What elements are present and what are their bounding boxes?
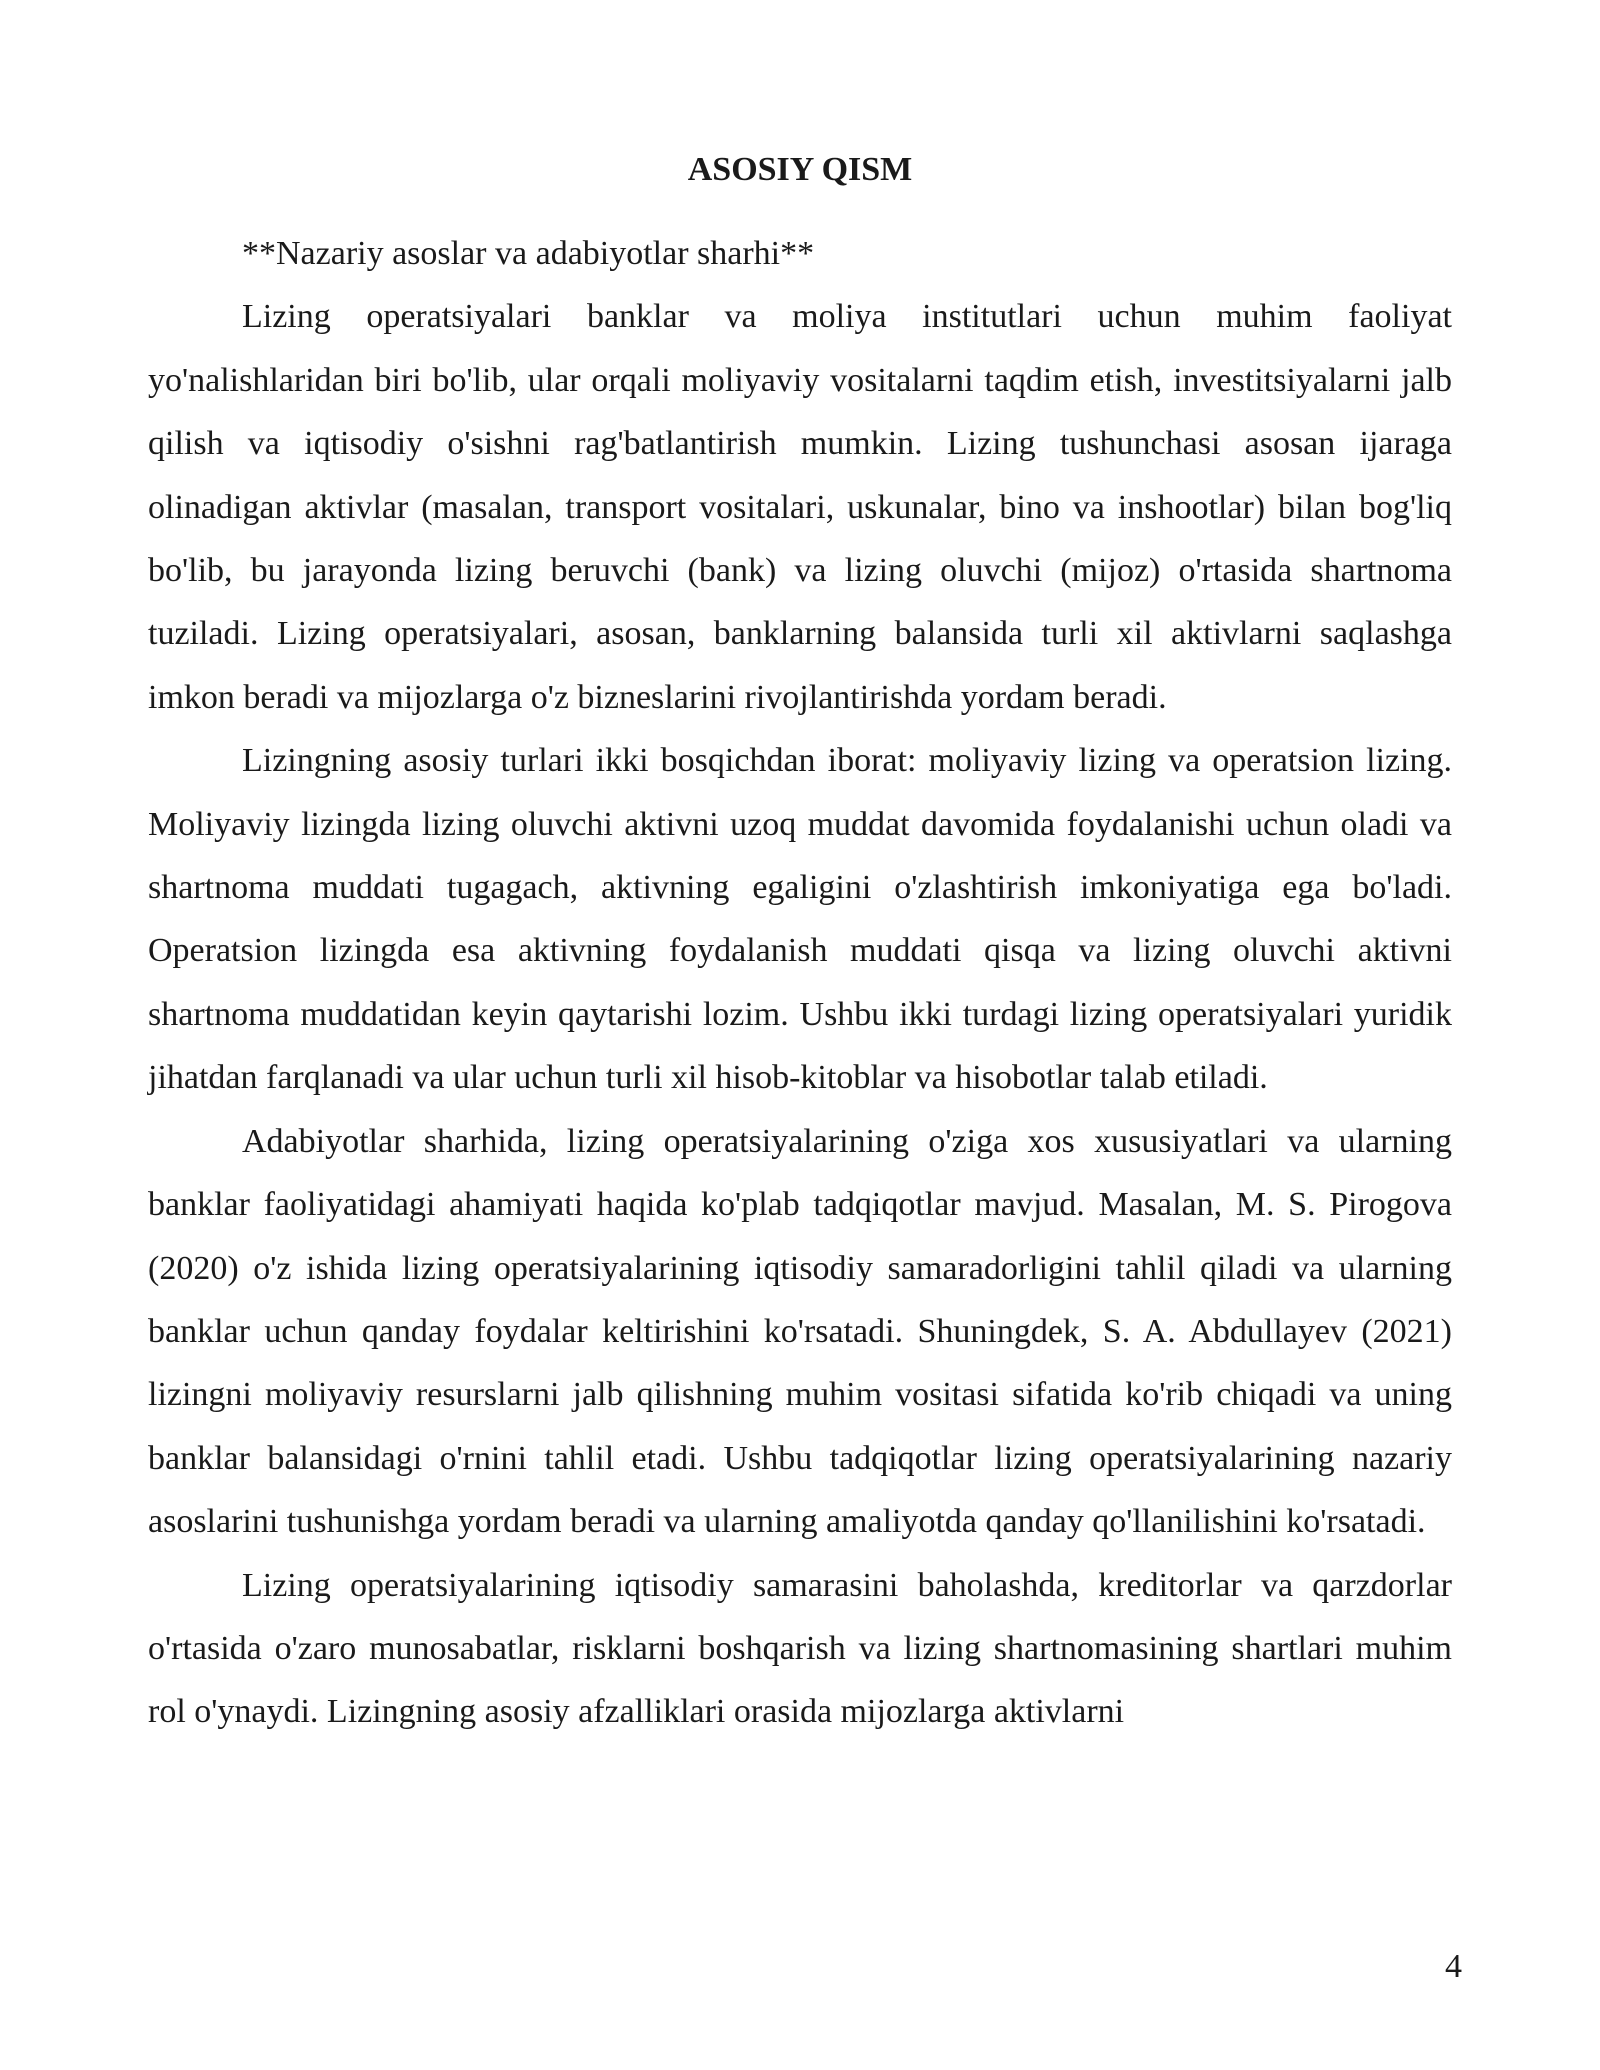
paragraph-2: Lizingning asosiy turlari ikki bosqichdan iborat: moliyaviy lizing va operatsion lizing. Moliyaviy lizingda lizing oluvchi aktivni uzoq muddat davomida foydalanishi uchun oladi va shartnoma muddati tugagach, aktivning egaligini o'zlashtirish imkoniyatiga ega bo'ladi. Operatsion lizingda esa aktivning foydalanish muddati qisqa va lizing oluvchi aktivni shartnoma muddatidan keyin qaytarishi lozim. Ushbu ikki turdagi lizing operatsiyalari yuridik jihatdan farqlanadi va ular uchun turli xil hisob-kitoblar va hisobotlar talab etiladi. bbox=[148, 742, 1452, 1097]
section-heading: ASOSIY QISM bbox=[687, 151, 913, 188]
paragraph-3: Adabiyotlar sharhida, lizing operatsiyalarining o'ziga xos xususiyatlari va ularning banklar faoliyatidagi ahamiyati haqida ko'plab tadqiqotlar mavjud. Masalan, M. S. Pirogova (2020) o'z ishida lizing operatsiyalarining iqtisodiy samaradorligini tahlil qiladi va ularning banklar uchun qanday foydalar keltirishini ko'rsatadi. Shuningdek, S. A. Abdullayev (2021) lizingni moliyaviy resurslarni jalb qilishning muhim vositasi sifatida ko'rib chiqadi va uning banklar balansidagi o'rnini tahlil etadi. Ushbu tadqiqotlar lizing operatsiyalarining nazariy asoslarini tushunishga yordam beradi va ularning amaliyotda qanday qo'llanilishini ko'rsatadi. bbox=[148, 1122, 1452, 1541]
page-number: 4 bbox=[1445, 1948, 1462, 1985]
paragraph-4: Lizing operatsiyalarining iqtisodiy samarasini baholashda, kreditorlar va qarzdorlar o'rtasida o'zaro munosabatlar, risklarni boshqarish va lizing shartnomasining shartlari muhim rol o'ynaydi. Lizingning asosiy afzalliklari orasida mijozlarga aktivlarni bbox=[148, 1566, 1452, 1731]
body-text bbox=[148, 222, 1452, 1744]
paragraph-1: Lizing operatsiyalari banklar va moliya institutlari uchun muhim faoliyat yo'nalishlaridan biri bo'lib, ular orqali moliyaviy vositalarni taqdim etish, investitsiyalarni jalb qilish va iqtisodiy o'sishni rag'batlantirish mumkin. Lizing tushunchasi asosan ijaraga olinadigan aktivlar (masalan, transport vositalari, uskunalar, bino va inshootlar) bilan bog'liq bo'lib, bu jarayonda lizing beruvchi (bank) va lizing oluvchi (mijoz) o'rtasida shartnoma tuziladi. Lizing operatsiyalari, asosan, banklarning balansida turli xil aktivlarni saqlashga imkon beradi va mijozlarga o'z bizneslarini rivojlantirishda yordam beradi. bbox=[148, 298, 1452, 716]
subheading-paragraph: **Nazariy asoslar va adabiyotlar sharhi** bbox=[242, 235, 815, 272]
